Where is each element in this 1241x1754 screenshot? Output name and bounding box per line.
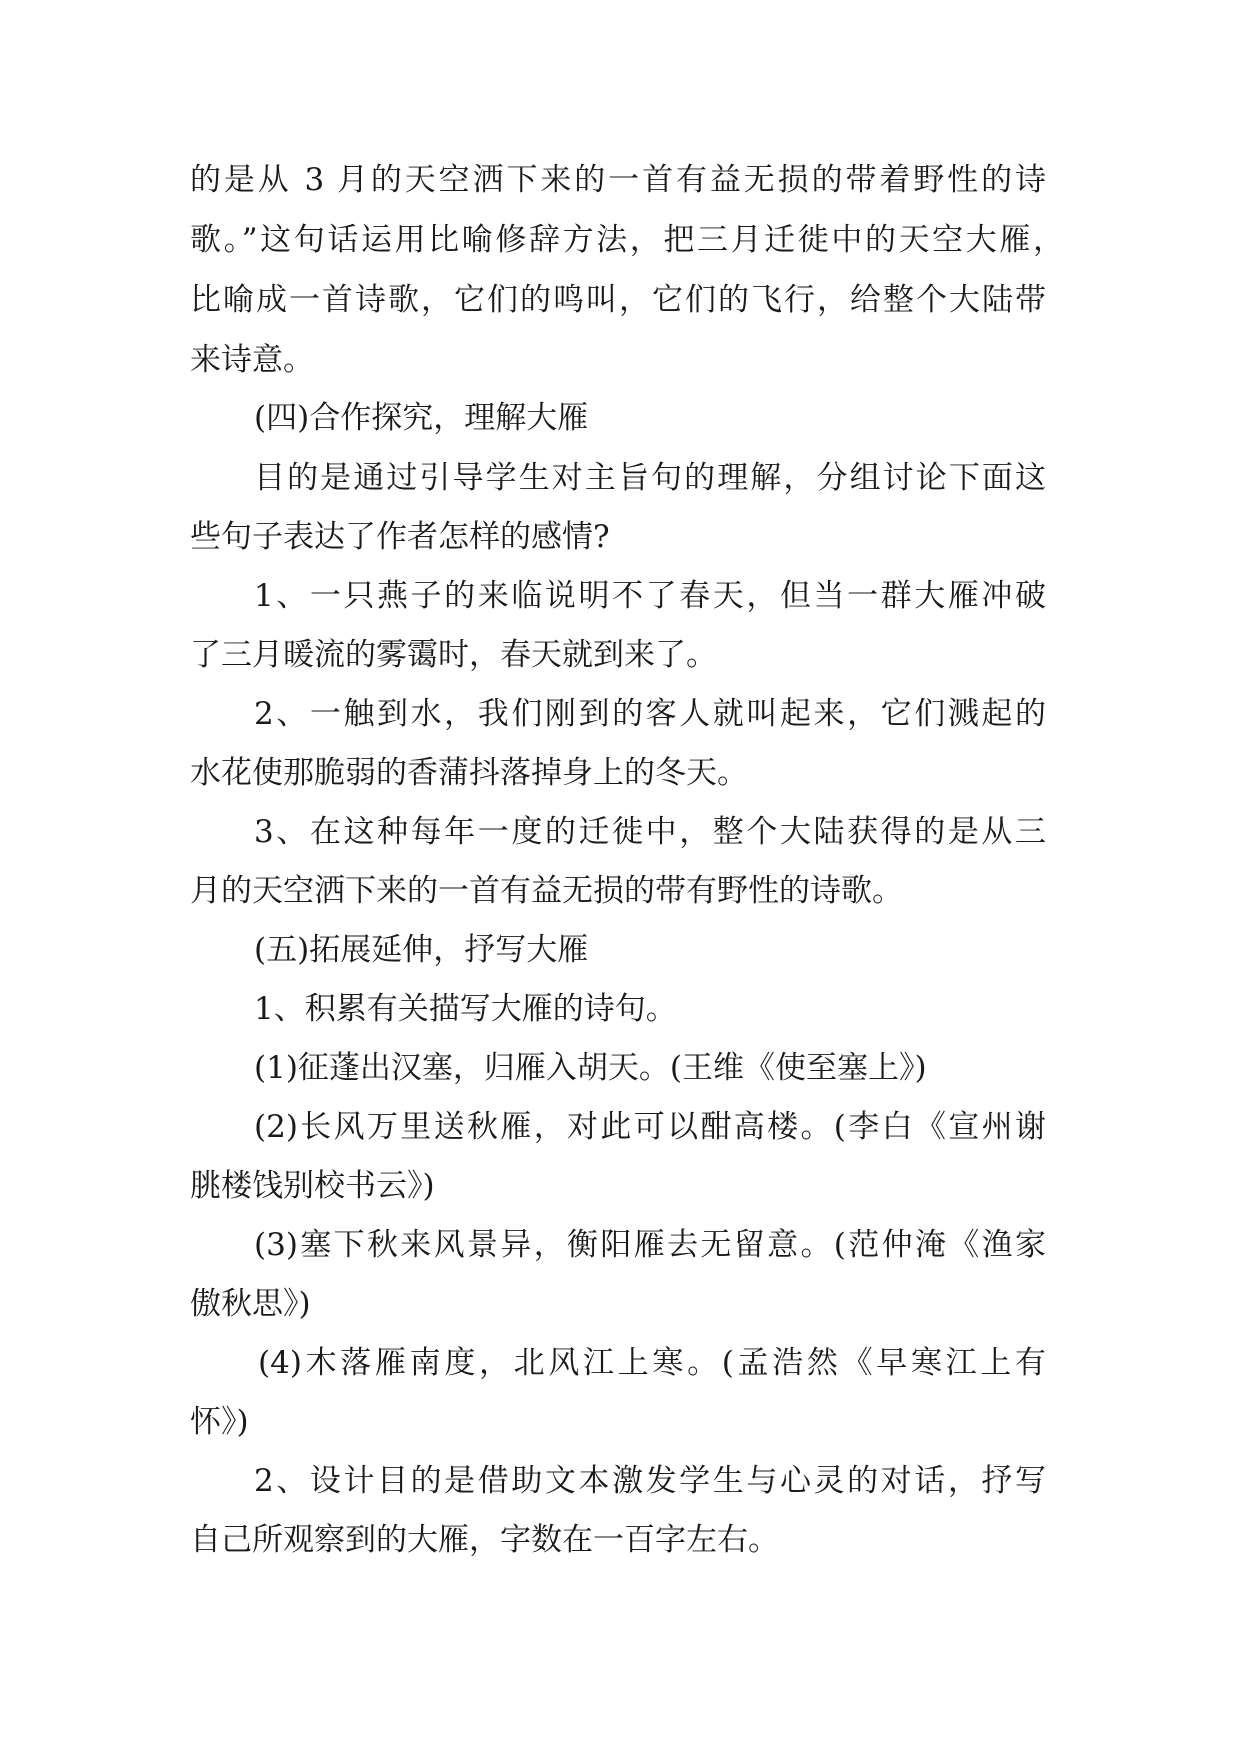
text-line-2: 歌。”这句话运用比喻修辞方法，把三月迁徙中的天空大雁， bbox=[190, 222, 1064, 258]
poem-line-2: (2)长风万里送秋雁，对此可以酣高楼。(李白《宣州谢 bbox=[254, 1109, 1046, 1145]
section-heading-4: (四)合作探究，理解大雁 bbox=[254, 400, 589, 436]
text-line-11: 水花使那脆弱的香蒲抖落掉身上的冬天。 bbox=[190, 755, 748, 791]
text-line-23: 2、设计目的是借助文本激发学生与心灵的对话，抒写 bbox=[254, 1463, 1046, 1499]
text-line-6: 目的是通过引导学生对主旨句的理解，分组讨论下面这 bbox=[254, 460, 1046, 496]
text-line-9: 了三月暖流的雾霭时，春天就到来了。 bbox=[190, 637, 717, 673]
text-line-13: 月的天空洒下来的一首有益无损的带有野性的诗歌。 bbox=[190, 873, 903, 909]
text-line-1: 的是从 3 月的天空洒下来的一首有益无损的带着野性的诗 bbox=[190, 162, 1046, 198]
section-heading-5: (五)拓展延伸，抒写大雁 bbox=[254, 932, 589, 968]
text-line-10: 2、一触到水，我们刚到的客人就叫起来，它们溅起的 bbox=[254, 696, 1046, 732]
text-line-24: 自己所观察到的大雁，字数在一百字左右。 bbox=[190, 1522, 779, 1558]
poem-line-1: (1)征蓬出汉塞，归雁入胡天。(王维《使至塞上》) bbox=[254, 1050, 927, 1086]
poem-line-2-cont: 朓楼饯别校书云》) bbox=[190, 1168, 435, 1204]
text-line-3: 比喻成一首诗歌，它们的鸣叫，它们的飞行，给整个大陆带 bbox=[190, 282, 1046, 318]
text-line-8: 1、一只燕子的来临说明不了春天，但当一群大雁冲破 bbox=[254, 578, 1046, 614]
text-line-15: 1、积累有关描写大雁的诗句。 bbox=[254, 991, 677, 1027]
text-line-12: 3、在这种每年一度的迁徙中，整个大陆获得的是从三 bbox=[254, 814, 1046, 850]
poem-line-3: (3)塞下秋来风景异，衡阳雁去无留意。(范仲淹《渔家 bbox=[254, 1227, 1046, 1263]
poem-line-4: (4)木落雁南度，北风江上寒。(孟浩然《早寒江上有 bbox=[258, 1345, 1046, 1381]
poem-line-4-cont: 怀》) bbox=[190, 1404, 249, 1440]
text-line-7: 些句子表达了作者怎样的感情? bbox=[190, 519, 610, 555]
poem-line-3-cont: 傲秋思》) bbox=[190, 1286, 311, 1322]
text-line-4: 来诗意。 bbox=[190, 342, 314, 378]
